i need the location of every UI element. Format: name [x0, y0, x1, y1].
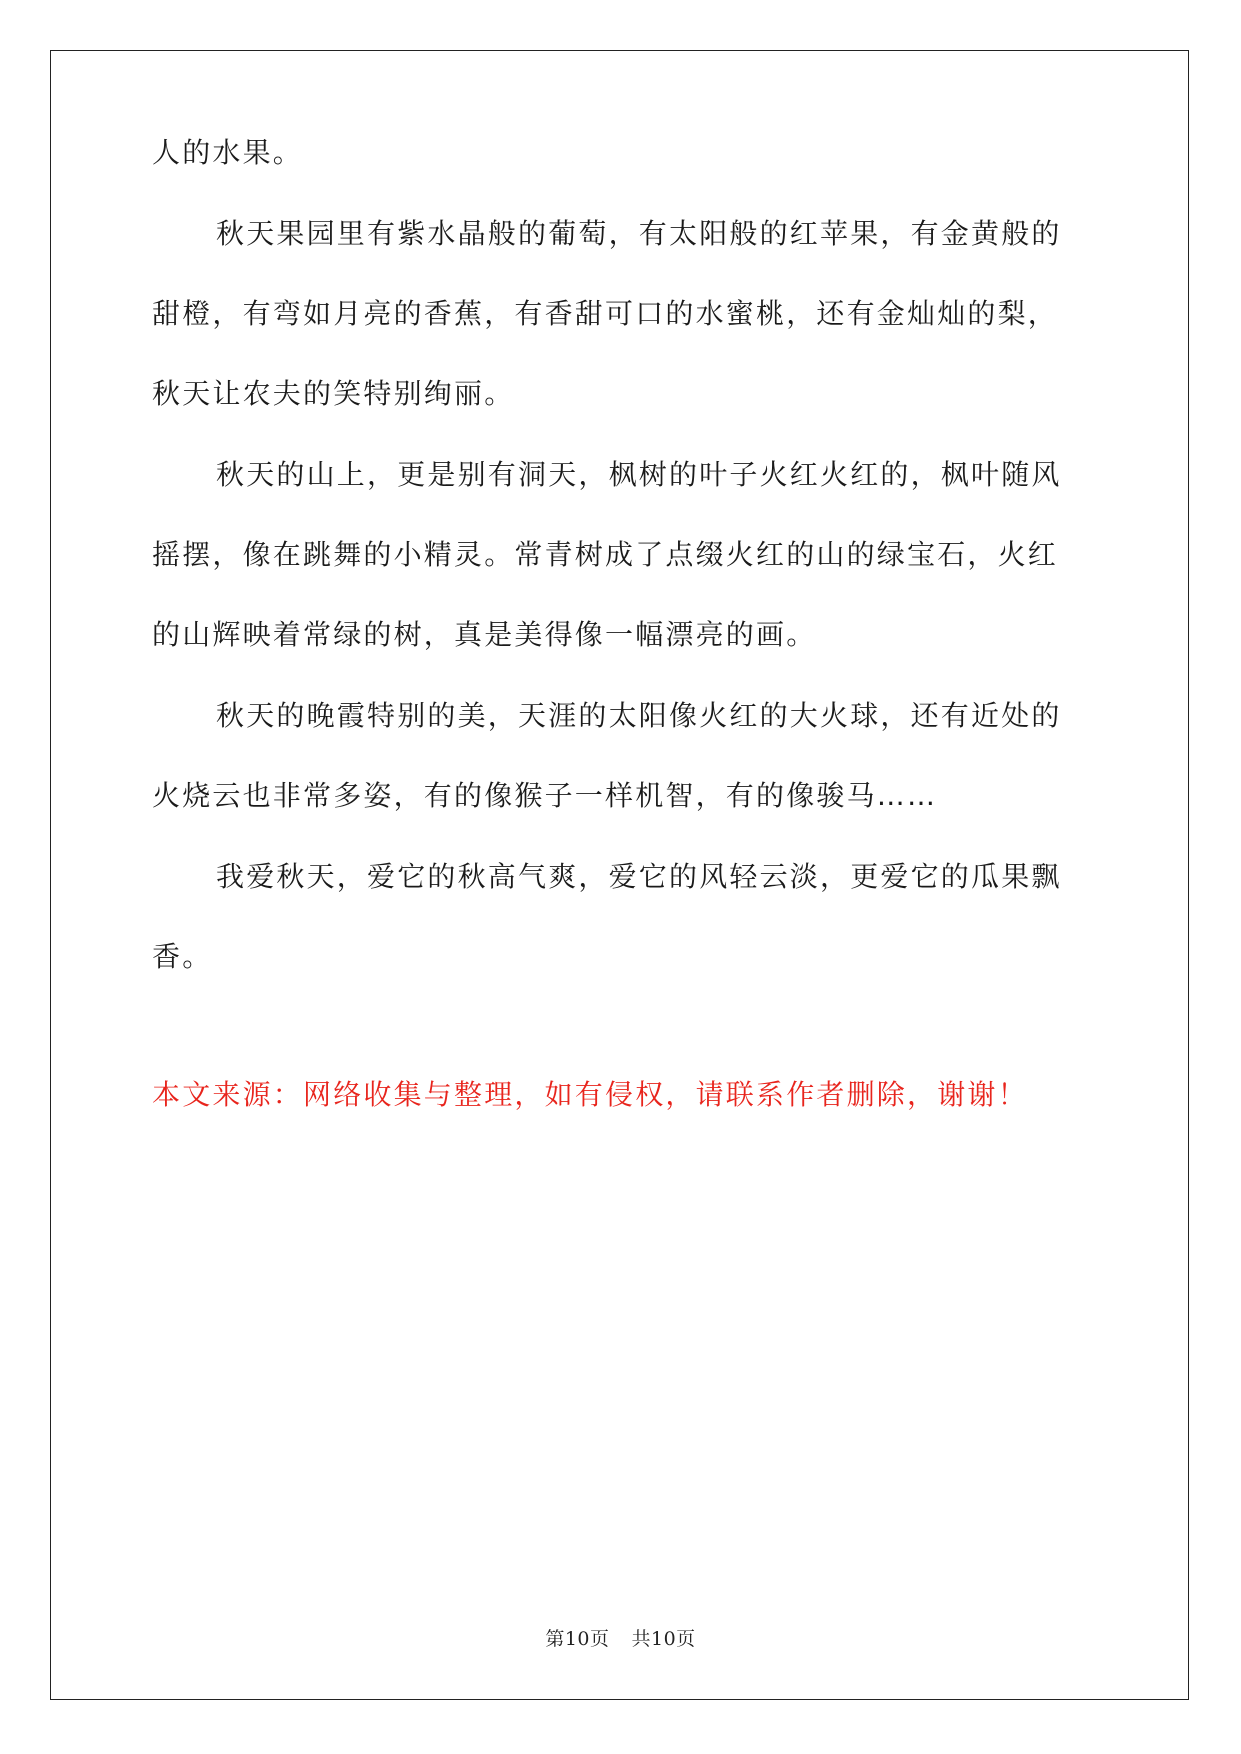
source-note: 本文来源：网络收集与整理，如有侵权，请联系作者删除，谢谢！ — [152, 1078, 1028, 1111]
paragraph-mountain: 秋天的山上，更是别有洞天，枫树的叶子火红火红的，枫叶随风摇摆，像在跳舞的小精灵。常青树成了点缀火红的山的绿宝石，火红的山辉映着常绿的树，真是美得像一幅漂亮的画。 — [152, 458, 1062, 651]
page-number-current: 第10页 — [545, 1628, 610, 1650]
page-footer — [0, 1624, 1241, 1651]
paragraph-continuation: 人的水果。 — [152, 136, 304, 169]
paragraph-conclusion: 我爱秋天，爱它的秋高气爽，爱它的风轻云淡，更爱它的瓜果飘香。 — [152, 860, 1062, 973]
paragraph-orchard: 秋天果园里有紫水晶般的葡萄，有太阳般的红苹果，有金黄般的甜橙，有弯如月亮的香蕉，有香甜可口的水蜜桃，还有金灿灿的梨，秋天让农夫的笑特别绚丽。 — [152, 217, 1062, 410]
page-number-total: 共10页 — [631, 1628, 696, 1650]
document-body — [152, 136, 1087, 1143]
paragraph-sunset: 秋天的晚霞特别的美，天涯的太阳像火红的大火球，还有近处的火烧云也非常多姿，有的像猴子一样机智，有的像骏马…… — [152, 699, 1062, 812]
